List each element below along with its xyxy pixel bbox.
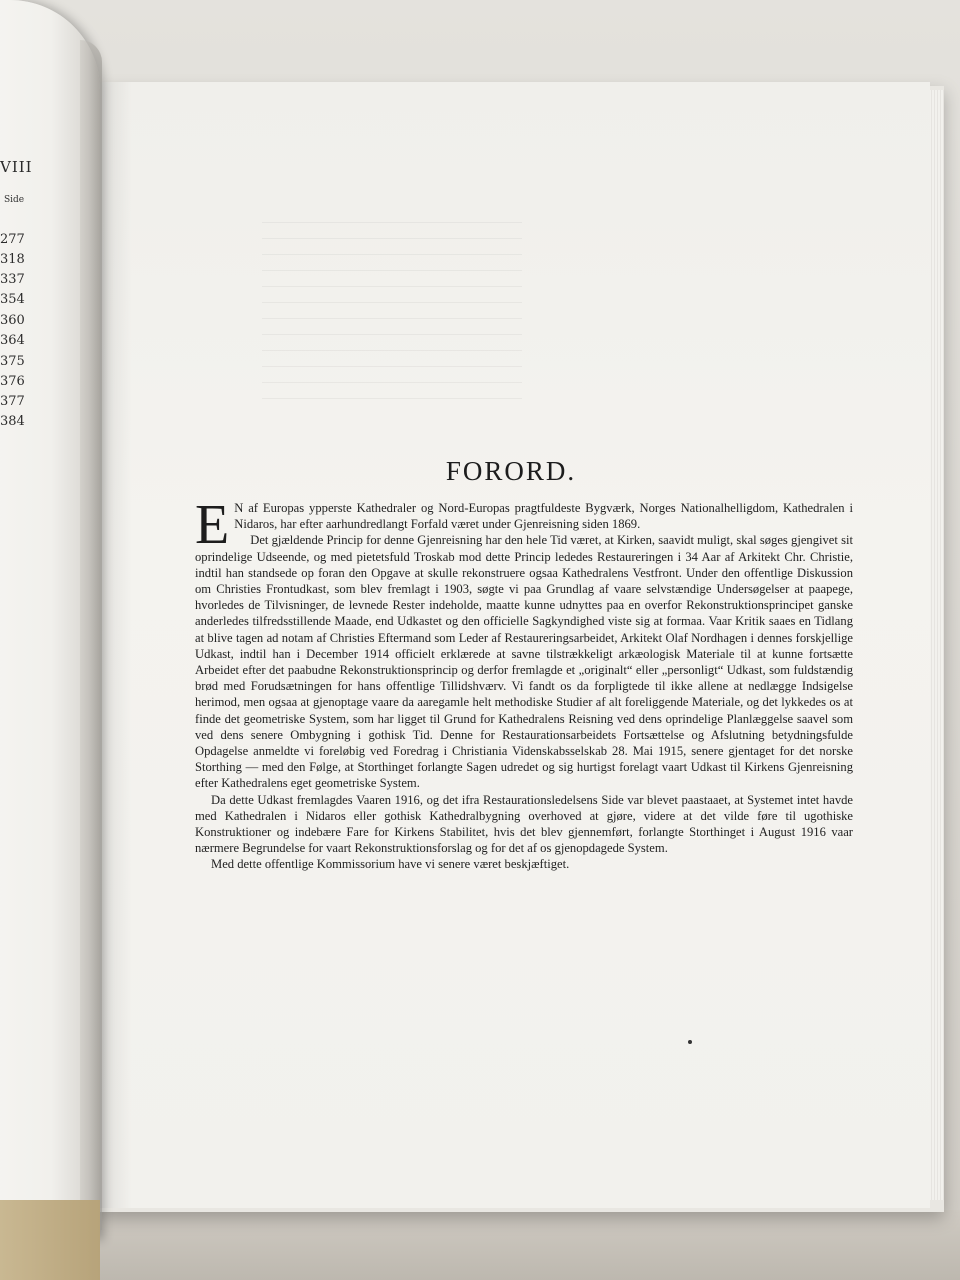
body-text [195, 494, 853, 873]
show-through-text [262, 222, 522, 402]
page-number: 364 [0, 333, 25, 348]
page-number: 277 [0, 232, 25, 247]
page-number: 354 [0, 292, 25, 307]
page-title: FORORD. [445, 456, 577, 486]
table-surface [0, 1210, 960, 1280]
book-cover-edge [0, 1200, 100, 1280]
side-column-label: Side [4, 195, 25, 205]
paragraph-3: Da dette Udkast fremlagdes Vaaren 1916, og det ifra Restaurationsledelsens Side var blevet paastaaet, at Systemet intet havde med Kathedralen i Nidaros eller gothisk Kathedralbygning overhoved at gjøre, videre at det vilde føre til ugothiske Konstruktioner og indebære Fare for Kirkens Stabilitet, hvis det blev gjennemført, forlangte Storthinget i August 1916 vaar nærmere Begrundelse for vaart Rekonstruktionsforslag og for det af os gjenopdagede System. [195, 792, 853, 856]
page-number: 360 [0, 313, 25, 328]
page-number: 337 [0, 272, 25, 287]
paragraph-1 [195, 494, 853, 556]
page-roman-numeral: VIII [0, 158, 33, 176]
page-number: 318 [0, 252, 25, 267]
page-number: 384 [0, 414, 25, 429]
paragraph-2: Det gjældende Princip for denne Gjenreisning har den hele Tid været, at Kirken, saavidt muligt, skal søges gjengivet sit oprindelige Udseende, og med pietetsfuld Troskab mod dette Princip lededes Restaureringen i 34 Aar af Arkitekt Chr. Christie, indtil han standsede op foran den Opgave at skulle rekonstruere ogsaa Kathedralens Vestfront. Under den offentlige Diskussion om Christies Frontudkast, som blev fremlagt i 1903, søgte vi paa Grundlag af vaare selvstændige Undersøgelser at paapege, hvorledes de Tilvisninger, de levnede Rester indeholde, maatte kunne udnyttes paa en overfor Rekonstruktionsprincipet ganske anderledes tilfredsstillende Maade, end Udkastet og den officielle Sagkyndighed viste sig at formaa. Vaar Kritik saaes en Tidlang at blive tagen ad notam af Christies Eftermand som Leder af Restaureringsarbeidet, Arkitekt Olaf Nordhagen i dennes forskjellige Udkast, indtil han i December 1914 officielt erklærede at savne tilstrækkeligt arkæologisk Materiale til at kunne fortsætte Arbeidet efter det paabudne Rekonstruktionsprincip og derfor fremlagde et „originalt“ eller „personligt“ Udkast, som fuldstændig brød med Forudsætningen for hans offentlige Tillidshværv. Vi fandt os da forpligtede til ikke allene at nedlægge Indsigelse herimod, men ogsaa at gjenoptage vaare da aaregamle helt methodiske Studier af alt foreliggende Materiale, og det lykkedes os at finde det geometriske System, som har ligget til Grund for Kathedralens Reisning ved dens oprindelige Planlæggelse saavel som ved dens senere Ombygning i gothisk Tid. Denne for Restaurationsarbeidets Fortsættelse og Afslutning betydningsfulde Opdagelse anmeldte vi foreløbig ved Foredrag i Christiania Videnskabsselskab 28. Mai 1915, senere gjentaget for det norske Storthing — med den Følge, at Storthinget forlangte Sagen udredet og sig hurtigst forelagt vaart Udkast til Kirkens Gjenreisning efter Kathedralens eget geometriske System. [195, 533, 853, 791]
drop-cap: E [195, 494, 230, 556]
paper-speck [688, 1040, 692, 1044]
left-page-curl [80, 40, 102, 1230]
right-page [92, 82, 930, 1208]
page-number: 377 [0, 394, 25, 409]
page-number: 376 [0, 374, 25, 389]
paragraph-1-text: N af Europas ypperste Kathedraler og Nord-Europas pragtfuldeste Bygværk, Norges Nationalhelligdom, Kathedralen i Nidaros, har efter aarhundredlangt Forfald været under Gjenreisning siden 1869. [234, 501, 853, 532]
paragraph-4: Med dette offentlige Kommissorium have vi senere været beskjæftiget. [211, 857, 570, 872]
page-number: 375 [0, 354, 25, 369]
